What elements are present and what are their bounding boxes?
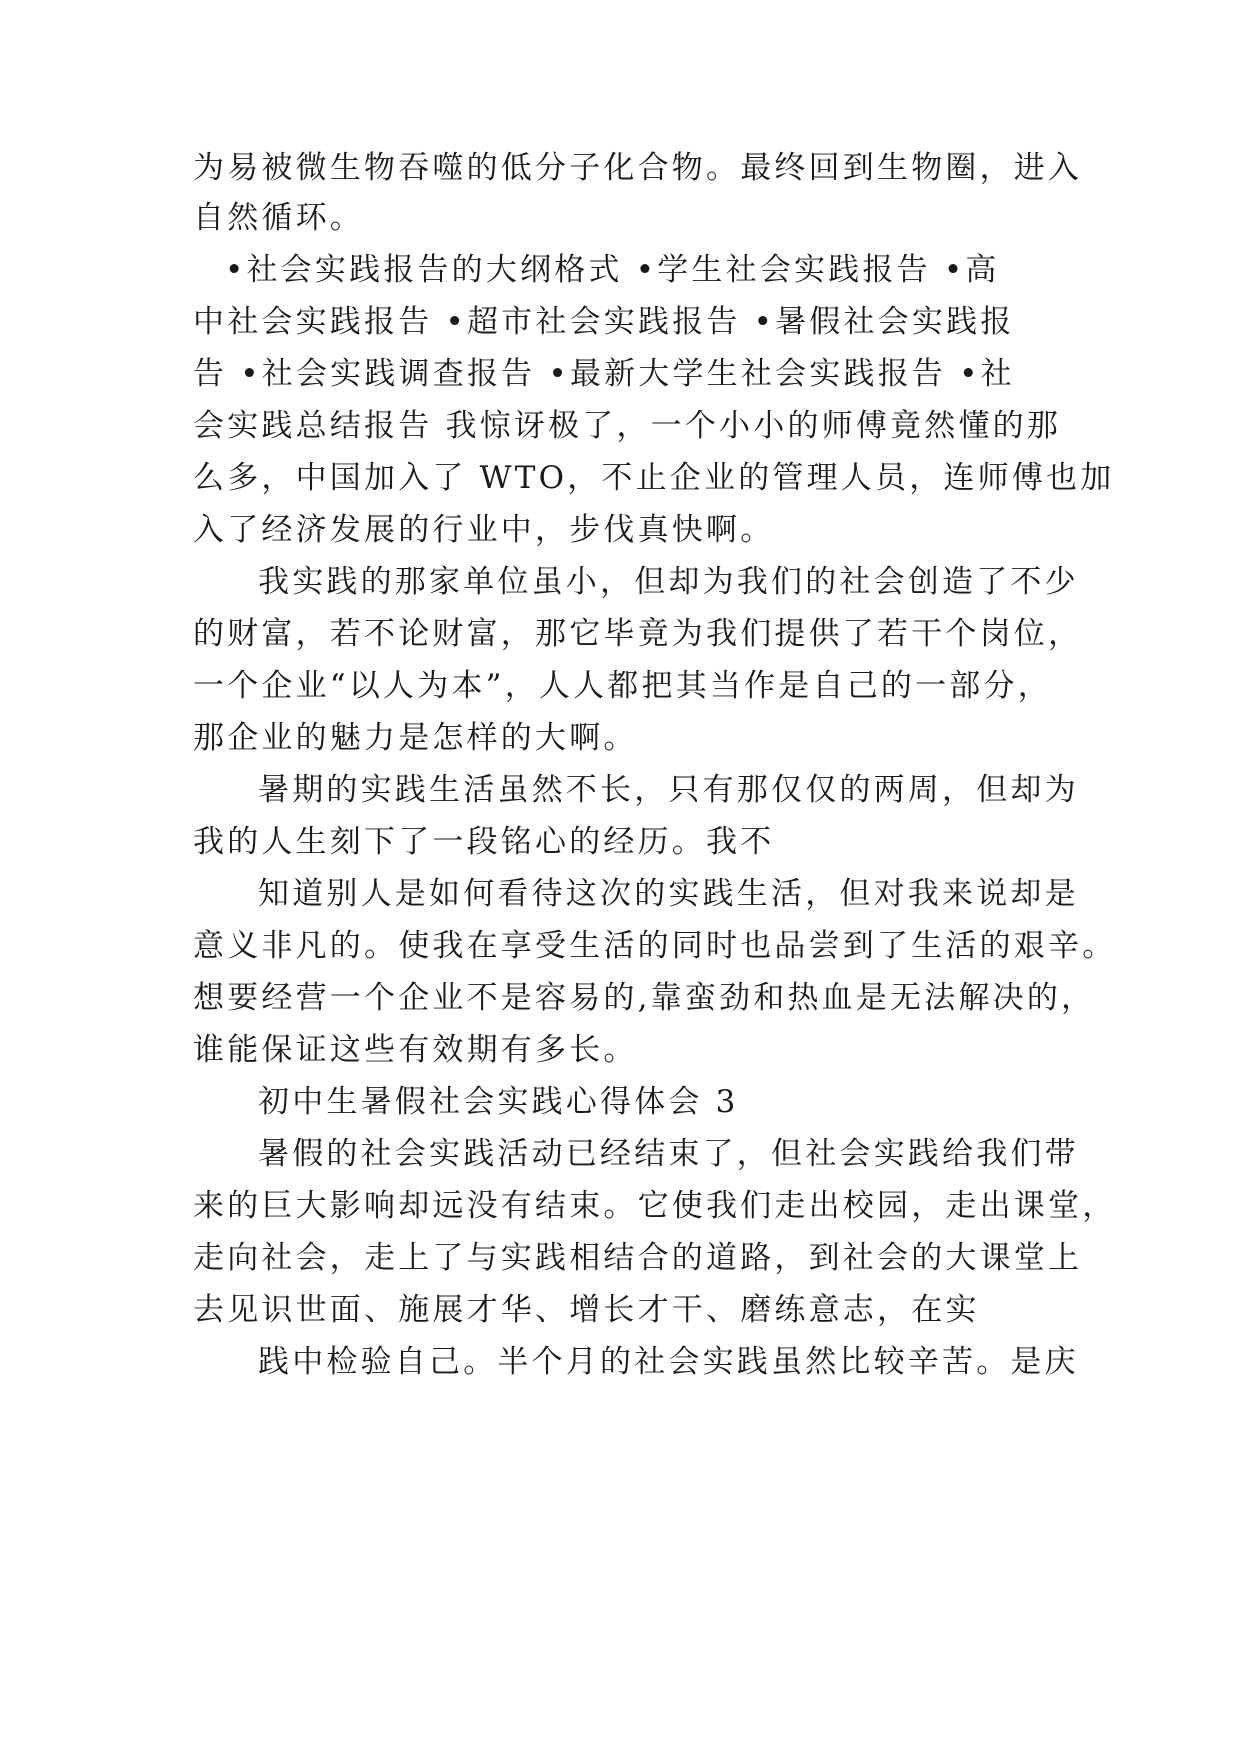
paragraph-first-line: 知道别人是如何看待这次的实践生活，但对我来说却是 [258, 876, 1079, 912]
text-line: 一个企业“以人为本”，人人都把其当作是自己的一部分， [193, 668, 1052, 704]
related-links-line[interactable]: 告 •社会实践调查报告 •最新大学生社会实践报告 •社 [193, 356, 1015, 392]
text-line: 去见识世面、施展才华、增长才干、磨练意志，在实 [193, 1292, 980, 1328]
text-line: 的财富，若不论财富，那它毕竟为我们提供了若干个岗位， [193, 616, 1083, 652]
text-line: 谁能保证这些有效期有多长。 [193, 1032, 638, 1068]
text-line: 意义非凡的。使我在享受生活的同时也品尝到了生活的艰辛。 [193, 928, 1117, 964]
text-line: 会实践总结报告 我惊讶极了，一个小小的师傅竟然懂的那 [193, 408, 1062, 444]
related-links-line[interactable]: •社会实践报告的大纲格式 •学生社会实践报告 •高 [225, 252, 1000, 288]
text-line: 走向社会，走上了与实践相结合的道路，到社会的大课堂上 [193, 1240, 1083, 1276]
text-line: 来的巨大影响却远没有结束。它使我们走出校园，走出课堂， [193, 1188, 1117, 1224]
related-links-line[interactable]: 中社会实践报告 •超市社会实践报告 •暑假社会实践报 [193, 304, 1015, 340]
text-line: 么多，中国加入了 WTO，不止企业的管理人员，连师傅也加 [193, 460, 1115, 496]
paragraph-first-line: 暑期的实践生活虽然不长，只有那仅仅的两周，但却为 [258, 772, 1079, 808]
text-line: 我的人生刻下了一段铭心的经历。我不 [193, 824, 775, 860]
section-heading: 初中生暑假社会实践心得体会 3 [258, 1084, 739, 1120]
text-line: 自然循环。 [193, 200, 364, 236]
paragraph-first-line: 践中检验自己。半个月的社会实践虽然比较辛苦。是庆 [258, 1344, 1079, 1380]
text-line: 想要经营一个企业不是容易的,靠蛮劲和热血是无法解决的， [193, 980, 1096, 1016]
text-line: 那企业的魅力是怎样的大啊。 [193, 720, 638, 756]
paragraph-first-line: 暑假的社会实践活动已经结束了，但社会实践给我们带 [258, 1136, 1079, 1172]
text-line: 为易被微生物吞噬的低分子化合物。最终回到生物圈，进入 [193, 150, 1083, 186]
paragraph-first-line: 我实践的那家单位虽小，但却为我们的社会创造了不少 [258, 564, 1079, 600]
text-line: 入了经济发展的行业中，步伐真快啊。 [193, 512, 775, 548]
